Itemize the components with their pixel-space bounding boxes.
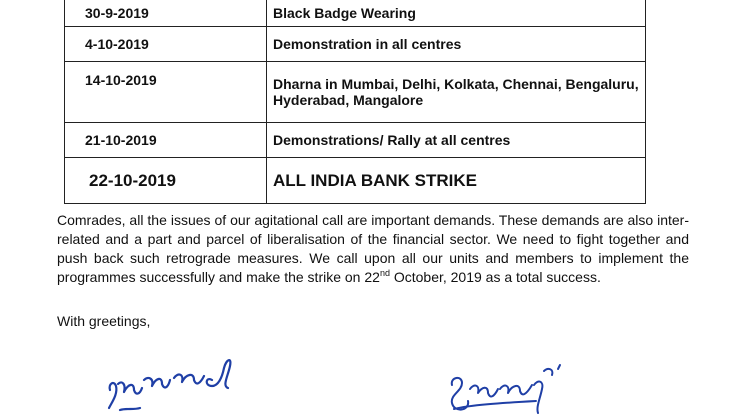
schedule-date: 30-9-2019 — [65, 0, 267, 27]
schedule-date: 4-10-2019 — [65, 27, 267, 62]
table-row — [65, 123, 646, 158]
schedule-table — [64, 0, 646, 204]
schedule-event: Demonstration in all centres — [267, 27, 646, 62]
ordinal-suffix: nd — [379, 268, 390, 278]
paragraph-text: Comrades, all the issues of our agitational call are important demands. These demands are also inter-related and a part and parcel of liberalisation of the financial sector. We need to fight together and push back such retrograde measures. We call upon all our units and members to implement the programmes successfully and make the strike on 22 — [57, 212, 689, 285]
left-signature — [100, 350, 260, 420]
body-paragraph — [57, 211, 689, 287]
schedule-date — [65, 158, 267, 204]
schedule-date: 21-10-2019 — [65, 123, 267, 158]
table-row — [65, 0, 646, 27]
greeting: With greetings, — [57, 313, 151, 329]
schedule-event: Dharna in Mumbai, Delhi, Kolkata, Chennai, Bengaluru, Hyderabad, Mangalore — [267, 62, 646, 123]
programme-schedule-table — [64, 0, 646, 204]
table-row — [65, 158, 646, 204]
right-signature — [440, 355, 570, 420]
schedule-event — [267, 158, 646, 204]
schedule-date: 14-10-2019 — [65, 62, 267, 123]
schedule-event: Demonstrations/ Rally at all centres — [267, 123, 646, 158]
table-row — [65, 27, 646, 62]
strike-date: 22-10-2019 — [89, 170, 176, 190]
table-row — [65, 62, 646, 123]
schedule-event: Black Badge Wearing — [267, 0, 646, 27]
paragraph-text-end: October, 2019 as a total success. — [389, 269, 601, 285]
strike-event: ALL INDIA BANK STRIKE — [273, 170, 477, 190]
